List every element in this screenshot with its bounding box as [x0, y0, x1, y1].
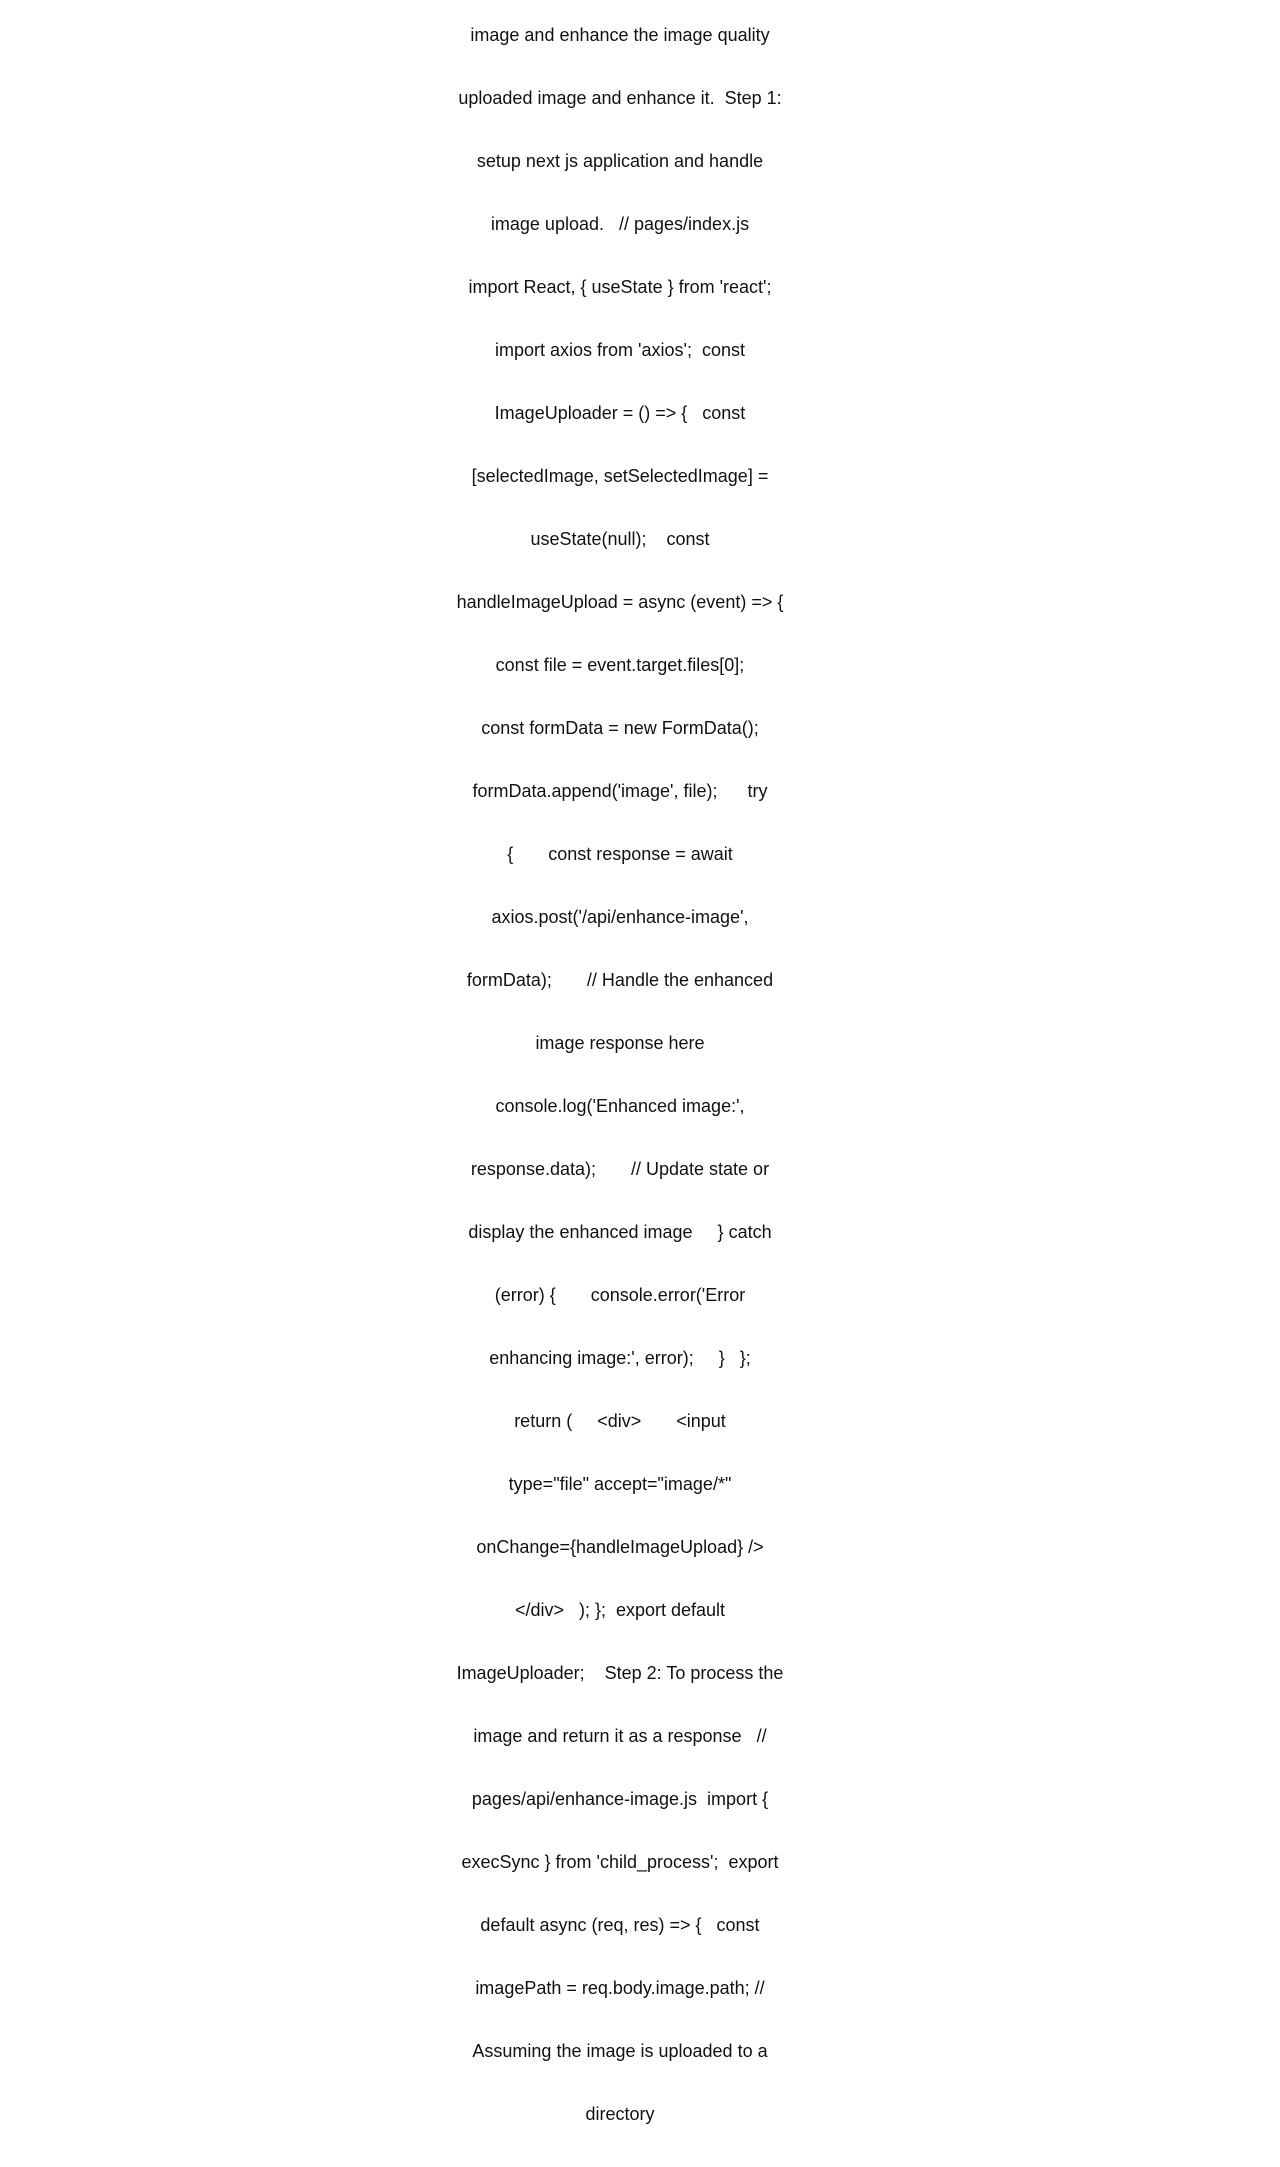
article-text [440, 0, 800, 2167]
text-line: axios.post('/api/enhance-image', [491, 907, 749, 927]
text-line: console.log('Enhanced image:', [495, 1096, 745, 1116]
text-line: formData); // Handle the enhanced [466, 970, 774, 990]
text-line: formData.append('image', file); try [472, 781, 768, 801]
text-line: (error) { console.error('Error [494, 1285, 746, 1305]
text-line: uploaded image and enhance it. Step 1: [458, 88, 782, 108]
text-line: type="file" accept="image/*" [508, 1474, 732, 1494]
text-line: display the enhanced image } catch [468, 1222, 772, 1242]
text-line: pages/api/enhance-image.js import { [471, 1789, 769, 1809]
text-line: const formData = new FormData(); [481, 718, 759, 738]
text-line: const file = event.target.files[0]; [495, 655, 745, 675]
text-line: useState(null); const [530, 529, 710, 549]
text-line: execSync } from 'child_process'; export [461, 1852, 779, 1872]
text-line: onChange={handleImageUpload} /> [476, 1537, 764, 1557]
text-line: ImageUploader; Step 2: To process the [456, 1663, 784, 1683]
text-line: directory [585, 2104, 655, 2124]
text-line: setup next js application and handle [476, 151, 764, 171]
text-line: image upload. // pages/index.js [490, 214, 750, 234]
text-line: handleImageUpload = async (event) => { [456, 592, 784, 612]
text-line: </div> ); }; export default [514, 1600, 726, 1620]
text-line: import React, { useState } from 'react'; [468, 277, 772, 297]
text-line: enhancing image:', error); } }; [489, 1348, 751, 1368]
text-line: Assuming the image is uploaded to a [472, 2041, 768, 2061]
text-line: [selectedImage, setSelectedImage] = [471, 466, 769, 486]
text-line: imagePath = req.body.image.path; // [475, 1978, 765, 1998]
text-line: response.data); // Update state or [470, 1159, 770, 1179]
text-line: import axios from 'axios'; const [495, 340, 745, 360]
text-line: default async (req, res) => { const [480, 1915, 760, 1935]
text-line: image and enhance the image quality [470, 25, 770, 45]
text-line: { const response = await [507, 844, 733, 864]
text-line: ImageUploader = () => { const [494, 403, 746, 423]
text-line: return ( <div> <input [514, 1411, 726, 1431]
text-line: image and return it as a response // [473, 1726, 767, 1746]
text-line: image response here [535, 1033, 705, 1053]
